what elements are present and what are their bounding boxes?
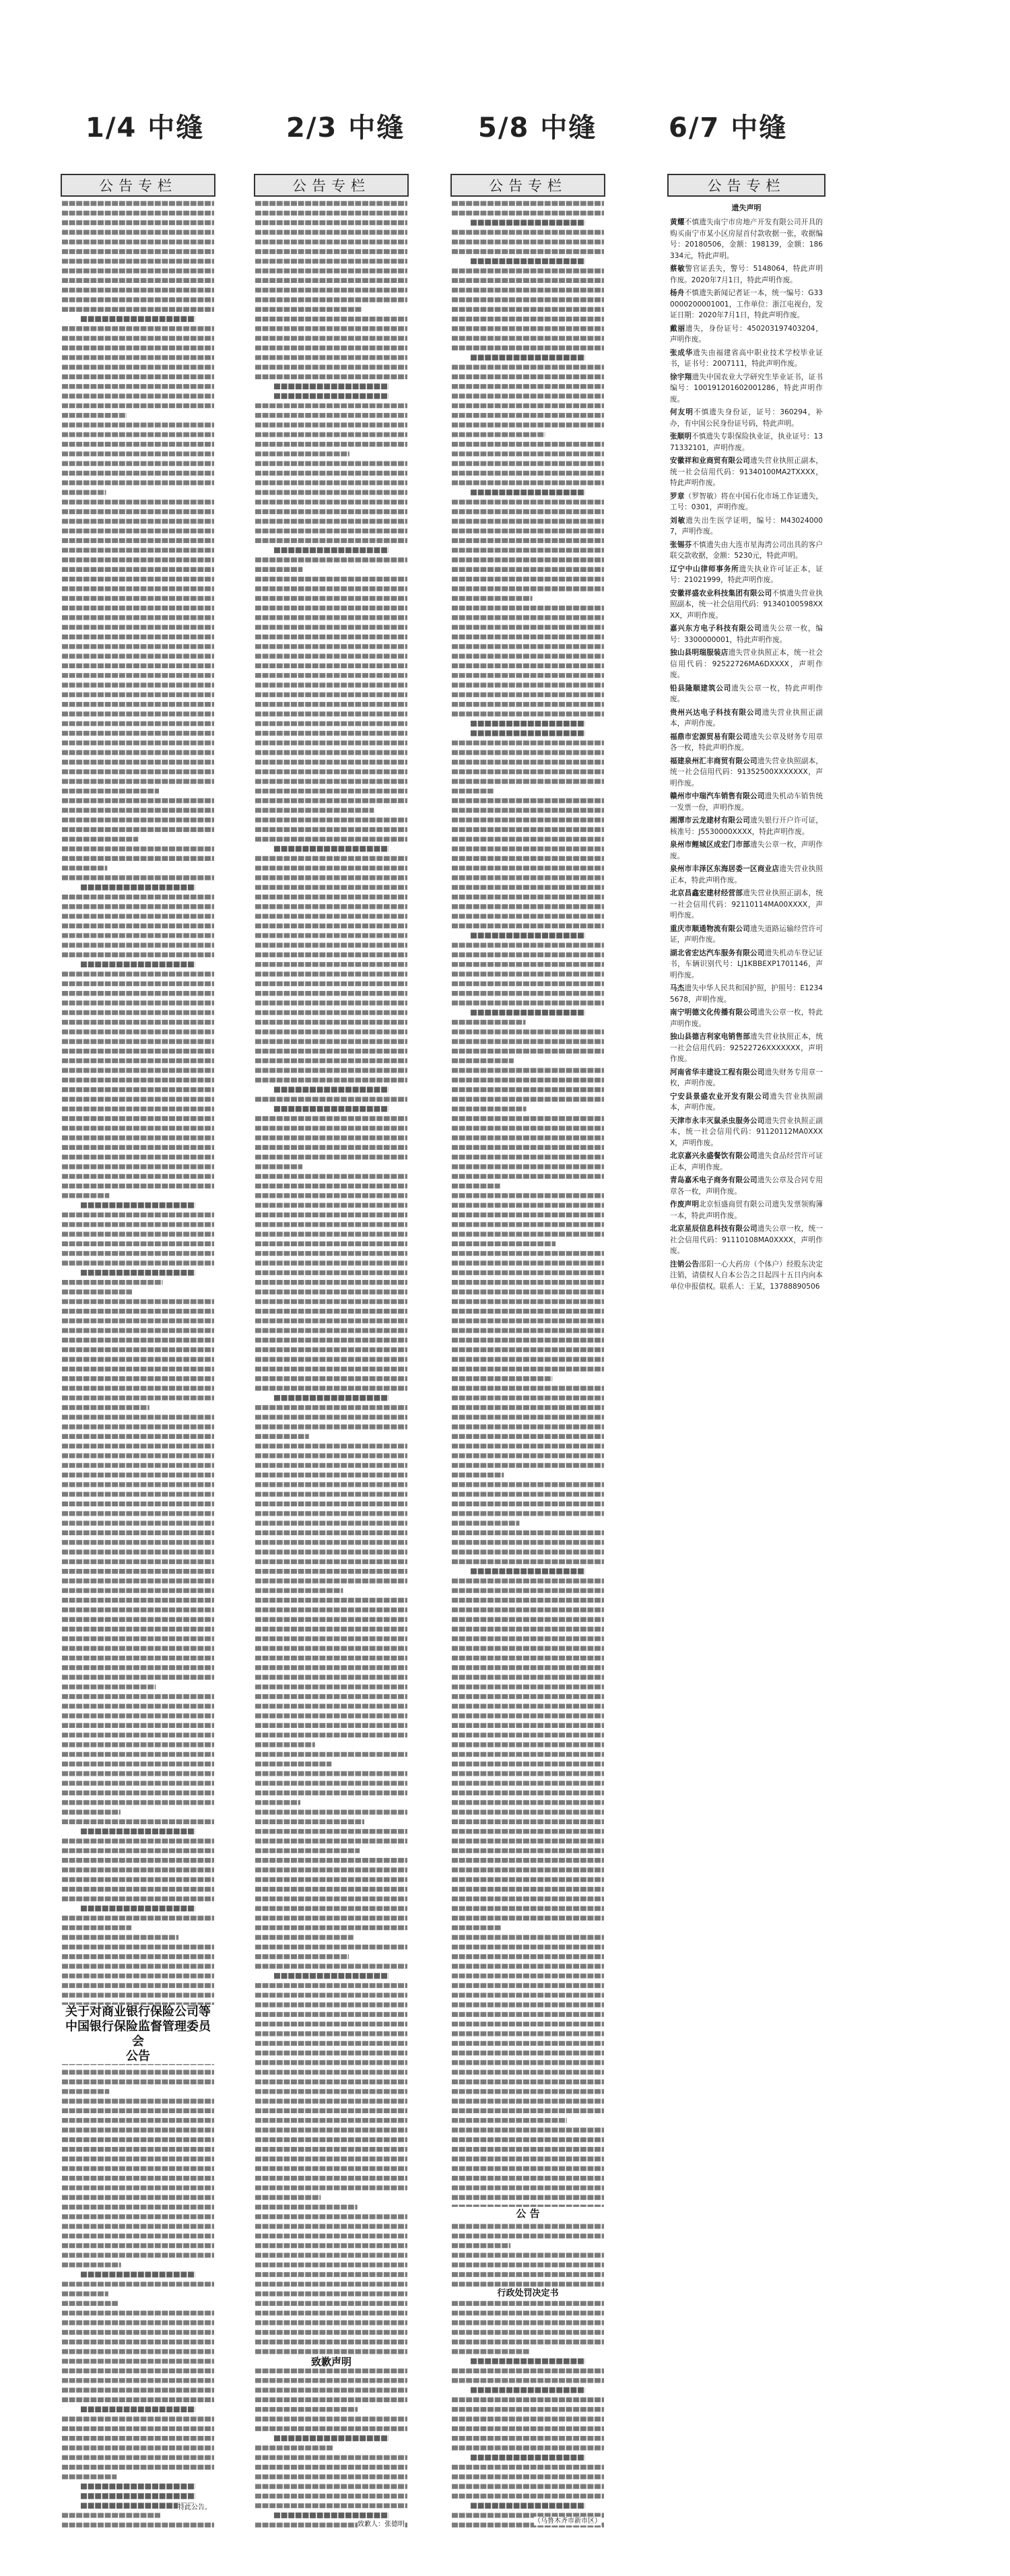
notice-entry — [670, 431, 823, 453]
notice-entry — [670, 1223, 823, 1257]
notice-entry-name: 张顺明 — [670, 432, 692, 441]
notice-entry-name: 重庆市顺通物流有限公司 — [670, 924, 751, 933]
notice-entry-name: 福鼎市宏源贸易有限公司 — [670, 732, 751, 741]
notice-entry-name: 徐宇翔 — [670, 373, 692, 381]
notice-entry — [670, 1116, 823, 1149]
notice-entry-text: 遗失银行开户许可证，核准号：J5530000XXXX，特此声明作废。 — [670, 816, 823, 836]
column-label-2-3: 2/3 中缝 — [286, 112, 405, 143]
notice-entry-text: 不慎遗失南宁市房地产开发有限公司开具的购买南宁市某小区房屋首付款收据一张，收据编号：20180506，金额：198139，金额：186334元，特此声明。 — [670, 218, 823, 260]
column-header: 公告专栏 — [254, 174, 409, 197]
notice-entry-name: 黄耀 — [670, 218, 685, 226]
notice-entry-text: 遗失公章一枚，特此声明作废。 — [670, 1008, 823, 1028]
notice-entry-text: 北京恒盛商贸有限公司遗失发票领购簿一本，特此声明作废。 — [670, 1200, 823, 1220]
notice-entry-name: 湘潭市云龙建材有限公司 — [670, 816, 751, 825]
notice-entry — [670, 263, 823, 286]
notice-entry-name: 张锡芬 — [670, 540, 692, 549]
notice-entry-name: 青岛嘉禾电子商务有限公司 — [670, 1176, 758, 1184]
signature: （乌鲁木齐市新市区） — [534, 2517, 601, 2525]
announcement-title: 公 告 — [450, 2207, 605, 2220]
notice-entry — [670, 288, 823, 321]
notice-entry-name: 南宁明德文化传播有限公司 — [670, 1008, 758, 1017]
notice-entry-text: 不慎遗失身份证，证号：360294，补办，有中国公民身份证号码，特此声明。 — [670, 408, 823, 428]
column-body — [61, 199, 215, 2537]
notice-entry — [670, 864, 823, 886]
notice-entry — [670, 1151, 823, 1173]
notice-entry-text: 遗失公章及财务专用章各一枚，特此声明作废。 — [670, 732, 823, 752]
notice-entry — [670, 791, 823, 813]
notice-entry-name: 天津市永丰灭鼠杀虫服务公司 — [670, 1116, 765, 1125]
notice-list — [667, 217, 826, 1292]
notice-entry-name: 安徽祥盛农业科技集团有限公司 — [670, 589, 772, 598]
notice-entry-text: 遗失机动车销售统一发票一份，声明作废。 — [670, 792, 823, 812]
notice-entry-text: 遗失营业执照正本，统一社会信用代码：92522726MA6DXXXX，声明作废。 — [670, 649, 823, 679]
notice-entry — [670, 540, 823, 562]
column-header: 公告专栏 — [61, 174, 215, 197]
notice-entry-name: 独山县德吉利家电销售部 — [670, 1033, 751, 1041]
column-label-1-4: 1/4 中缝 — [86, 112, 205, 143]
notice-entry-name: 何友明 — [670, 408, 694, 416]
notice-entry-text: 遗失公章一枚，声明作废。 — [670, 841, 823, 860]
notice-entry — [670, 839, 823, 862]
notice-entry-text: 遗失营业执照正副本，统一社会信用代码：91340100MA2TXXXX，特此声明作废。 — [670, 457, 823, 487]
notice-entry-text: 遗失公章及合同专用章各一枚，声明作废。 — [670, 1176, 823, 1196]
notice-entry — [670, 756, 823, 790]
notice-entry-name: 福建泉州汇丰商贸有限公司 — [670, 756, 758, 765]
notice-column-1 — [61, 174, 215, 2537]
notice-column-2 — [254, 174, 409, 2537]
notice-entry-text: 遗失公章一枚，特此声明作废。 — [670, 684, 823, 703]
notice-entry-name: 北京嘉兴永盛餐饮有限公司 — [670, 1152, 758, 1160]
notice-entry-name: 安徽祥和业商贸有限公司 — [670, 457, 751, 465]
notice-entry-text: 警官证丢失，警号：5148064，特此声明作废。2020年7月1日，特此声明作废。 — [670, 265, 823, 284]
column-label-5-8: 5/8 中缝 — [478, 112, 597, 143]
column-label-6-7: 6/7 中缝 — [669, 112, 788, 143]
penalty-title: 行政处罚决定书 — [450, 2288, 605, 2300]
notice-entry-name: 戴丽 — [670, 324, 685, 333]
notice-entry — [670, 372, 823, 406]
notice-entry — [670, 217, 823, 261]
notice-entry — [670, 348, 823, 370]
notice-entry-name: 马杰 — [670, 984, 685, 992]
column-body — [667, 199, 826, 2537]
apology-title: 致歉声明 — [254, 2355, 409, 2369]
notice-entry-name: 杨舟 — [670, 289, 685, 297]
notice-entry-name: 铅县隆顺建筑公司 — [670, 684, 732, 693]
notice-entry — [670, 924, 823, 946]
notice-entry-name: 罗章 — [670, 492, 685, 501]
notice-entry — [670, 455, 823, 489]
notice-entry — [670, 407, 823, 429]
notice-entry-name: 河南省华丰建设工程有限公司 — [670, 1068, 765, 1076]
notice-entry — [670, 1091, 823, 1114]
notice-entry-name: 刘敏 — [670, 516, 686, 525]
notice-entry — [670, 647, 823, 681]
notice-entry-name: 泉州市丰泽区东海居委一区商业店 — [670, 865, 780, 873]
notice-entry-text: 遗失机动车登记证书，车辆识别代号：LJ1KBBEXP1701146，声明作废。 — [670, 948, 823, 979]
text-lines — [450, 199, 605, 2537]
notice-entry — [670, 491, 823, 513]
notice-entry-name: 宁安县景盛农业开发有限公司 — [670, 1092, 770, 1101]
notice-entry-text: 遗失营业执照正副本，统一社会信用代码：91120112MA0XXXX，声明作废。 — [670, 1116, 823, 1147]
notice-entry-text: 遗失财务专用章一枚，声明作废。 — [670, 1068, 823, 1087]
notice-entry-text: 遗失，身份证号：450203197403204，声明作废。 — [670, 324, 823, 344]
notice-entry-text: 遗失道路运输经营许可证，声明作废。 — [670, 924, 823, 944]
text-lines — [254, 199, 409, 2537]
text-lines — [61, 199, 215, 2537]
notice-entry — [670, 623, 823, 645]
notice-entry — [670, 564, 823, 586]
notice-entry — [670, 588, 823, 622]
notice-entry-name: 嘉兴东方电子科技有限公司 — [670, 624, 762, 633]
notice-entry-text: 遗失公章一枚，编号：3300000001，特此声明作废。 — [670, 624, 823, 644]
notice-entry-name: 泉州市鲤城区成宏门市部 — [670, 841, 751, 849]
notice-entry-text: 遗失中国农业大学研究生毕业证书，证书编号：100191201602001286，特此声明作废。 — [670, 373, 823, 404]
notice-entry-text: 遗失食品经营许可证正本，声明作废。 — [670, 1152, 823, 1171]
notice-entry-name: 张成华 — [670, 348, 694, 357]
headline-line-1: 关于对商业银行保险公司等 — [65, 2005, 211, 2019]
notice-column-4 — [667, 174, 826, 2537]
notice-entry-text: 遗失由福建省高中职业技术学校毕业证书，证书号：2007111，特此声明作废。 — [670, 348, 823, 368]
notice-entry-name: 注销公告 — [670, 1260, 700, 1268]
notice-entry-name: 湖北省宏达汽车服务有限公司 — [670, 948, 765, 957]
notice-entry — [670, 1067, 823, 1089]
notice-entry — [670, 1259, 823, 1293]
headline-line-3: 公告 — [126, 2049, 150, 2063]
notice-entry — [670, 948, 823, 981]
notice-entry-text: 不慎遗失新闻记者证一本，统一编号：G330000200001001，工作单位：浙江电视台，发证日期：2020年7月1日，特此声明作废。 — [670, 289, 823, 319]
notice-entry-text: 邵阳一心大药房（个体户）经股东决定注销，请债权人自本公告之日起四十五日内向本单位申报债权。联系人：王某，13788890506 — [670, 1260, 823, 1291]
column-body — [254, 199, 409, 2537]
section-title: 遗失声明 — [731, 203, 762, 212]
headline — [61, 2005, 215, 2064]
notice-entry — [670, 732, 823, 754]
notice-entry-name: 赣州市中瑞汽车销售有限公司 — [670, 792, 765, 800]
notice-entry — [670, 515, 823, 538]
notice-entry-text: 不慎遗失由大连市星海湾公司出具的客户联交款收据，金额：5230元，特此声明。 — [670, 540, 823, 560]
notice-entry-name: 独山县明瑞服装店 — [670, 649, 729, 657]
notice-entry-text: 遗失营业执照正本，特此声明作废。 — [670, 865, 823, 884]
notice-entry — [670, 888, 823, 922]
notice-entry-name: 贵州兴达电子科技有限公司 — [670, 708, 762, 717]
column-header: 公告专栏 — [667, 174, 826, 197]
notice-entry — [670, 1199, 823, 1221]
notice-entry-name: 辽宁中山律师事务所 — [670, 565, 739, 573]
notice-entry — [670, 1175, 823, 1197]
notice-entry-text: 遗失公章一枚，统一社会信用代码：91110108MA0XXXX，声明作废。 — [670, 1225, 823, 1255]
column-body — [450, 199, 605, 2537]
notice-entry-text: 不慎遗失营业执照副本，统一社会信用代码：91340100598XXXX，声明作废。 — [670, 589, 823, 620]
notice-entry-text: 遗失营业执照正本，统一社会信用代码：92522726XXXXXXX，声明作废。 — [670, 1033, 823, 1063]
column-header: 公告专栏 — [450, 174, 605, 197]
notice-entry — [670, 707, 823, 730]
notice-entry-name: 北京星辰信息科技有限公司 — [670, 1225, 758, 1233]
notice-entry-text: 遗失营业执照正副本，统一社会信用代码：92110114MA00XXXX，声明作废。 — [670, 889, 823, 920]
notice-entry-text: 遗失执业许可证正本，证号：21021999，特此声明作废。 — [670, 565, 823, 584]
notice-entry — [670, 815, 823, 837]
notice-entry — [670, 1007, 823, 1029]
notice-entry-text: 遗失中华人民共和国护照，护照号：E12345678，声明作废。 — [670, 984, 823, 1004]
headline-line-2: 中国银行保险监督管理委员会 — [65, 2020, 211, 2049]
notice-entry — [670, 323, 823, 346]
notice-entry-name: 北京昌鑫宏建材经营部 — [670, 889, 743, 897]
notice-entry-text: 遗失营业执照副本，声明作废。 — [670, 1092, 823, 1112]
notice-entry-name: 作废声明 — [670, 1200, 700, 1209]
notice-entry — [670, 1031, 823, 1065]
notice-entry-text: 遗失营业执照副本，统一社会信用代码：91352500XXXXXXX，声明作废。 — [670, 756, 823, 787]
signature: 致歉人：张德明 — [358, 2521, 405, 2528]
notice-entry — [670, 683, 823, 705]
notice-entry-text: 遗失营业执照正副本，声明作废。 — [670, 708, 823, 728]
notice-column-3 — [450, 174, 605, 2537]
notice-entry-text: 不慎遗失专职保险执业证，执业证号：1371332101，声明作废。 — [670, 432, 823, 452]
notice-entry-text: （罗智敏）将在中国石化市场工作证遗失，工号：0301，声明作废。 — [670, 492, 823, 511]
notice-entry — [670, 983, 823, 1005]
signature: 特此公告。 — [178, 2504, 211, 2511]
notice-entry-text: 遗失出生医学证明，编号：M430240007，声明作废。 — [670, 516, 823, 536]
notice-entry-name: 蔡敏 — [670, 265, 685, 273]
